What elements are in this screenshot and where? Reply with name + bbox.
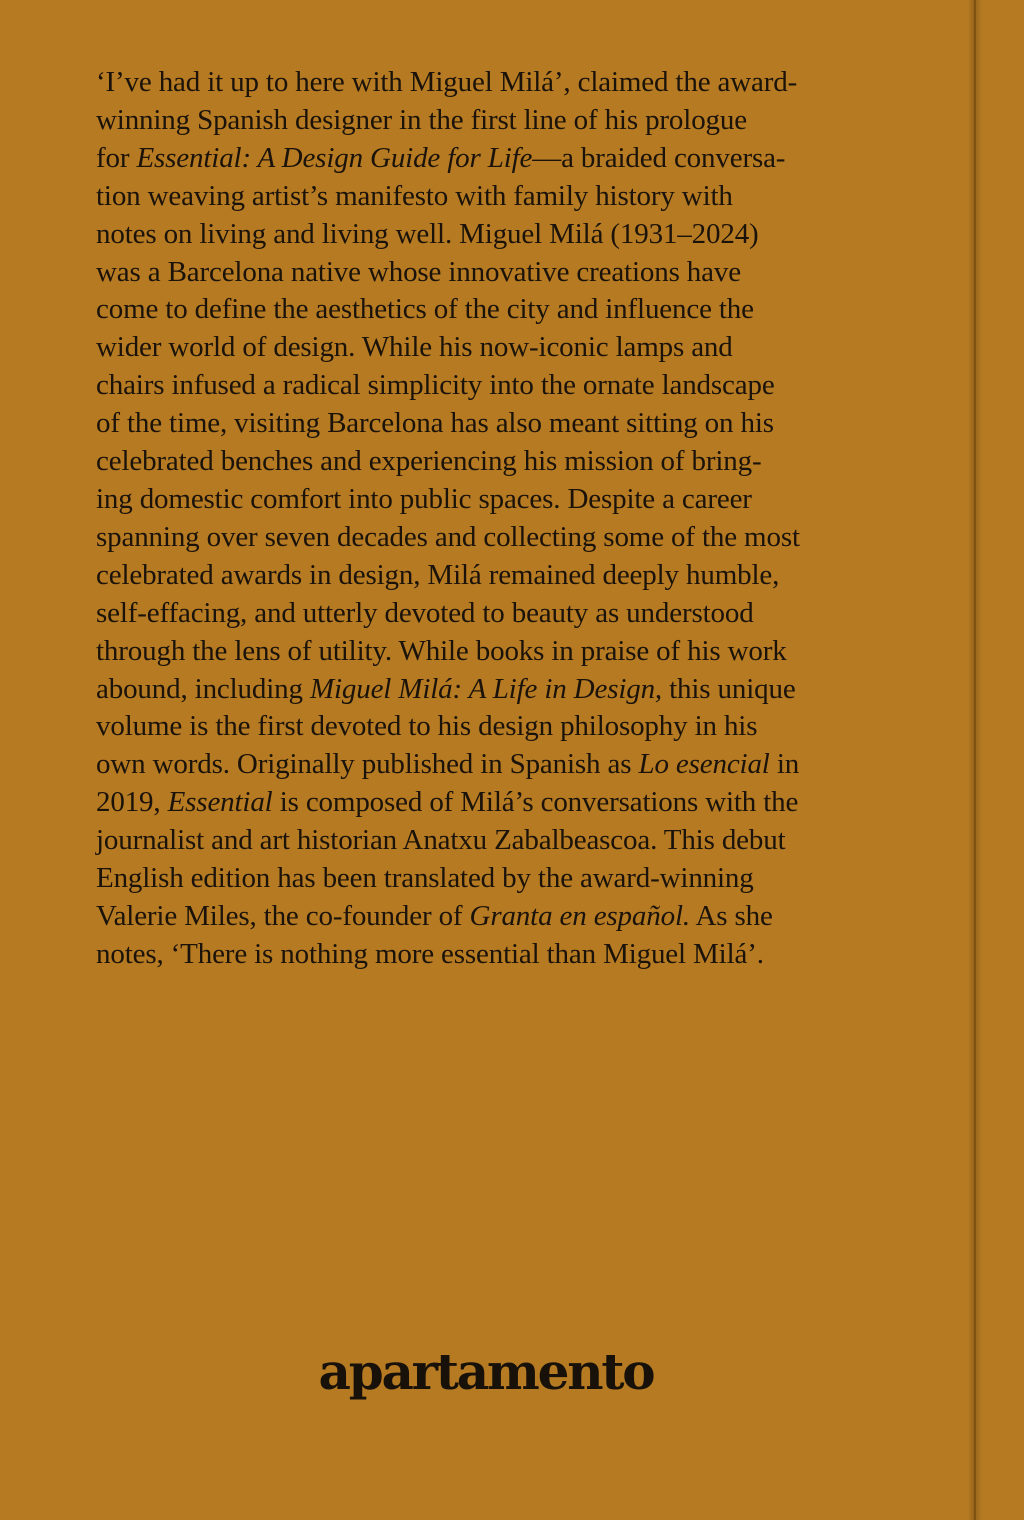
blurb-line: [96, 443, 926, 481]
blurb-line: [96, 481, 926, 519]
blurb-text: ing domestic comfort into public spaces. Despite a career: [96, 482, 752, 515]
blurb-line: [96, 936, 926, 974]
blurb-text: volume is the first devoted to his design philosophy in his: [96, 710, 758, 743]
blurb-text: through the lens of utility. While books in praise of his work: [96, 634, 787, 667]
blurb-italic-title: Essential: A Design Guide for Life: [136, 141, 533, 174]
blurb-italic-title: Granta en español.: [469, 899, 690, 932]
blurb-italic-title: Miguel Milá: A Life in Design,: [309, 672, 663, 705]
blurb-line: [96, 254, 926, 292]
blurb-text: spanning over seven decades and collecting some of the most: [96, 520, 800, 553]
blurb-line: [96, 178, 926, 216]
blurb-text: wider world of design. While his now-iconic lamps and: [96, 331, 733, 364]
blurb-text: own words. Originally published in Spanish as: [96, 748, 639, 781]
blurb-line: [96, 898, 926, 936]
blurb-line: [96, 784, 926, 822]
blurb-line: [96, 557, 926, 595]
blurb-text: ‘I’ve had it up to here with Miguel Milá’, claimed the award-: [96, 66, 798, 98]
blurb-text: tion weaving artist’s manifesto with family history with: [96, 179, 733, 212]
blurb-text: Valerie Miles, the co-founder of: [96, 899, 470, 932]
blurb-line: [96, 746, 926, 784]
blurb-text: for: [96, 141, 137, 174]
blurb-text: 2019,: [96, 786, 168, 819]
blurb-line: [96, 64, 926, 102]
blurb-italic-title: Lo esencial: [638, 748, 770, 781]
blurb-text: chairs infused a radical simplicity into the ornate landscape: [96, 369, 775, 402]
blurb-text: was a Barcelona native whose innovative creations have: [96, 255, 741, 288]
blurb-line: [96, 708, 926, 746]
publisher-logo: apartamento: [318, 1342, 654, 1401]
blurb-line: [96, 329, 926, 367]
back-cover-blurb: [96, 64, 926, 974]
blurb-line: [96, 102, 926, 140]
blurb-text: —a braided conversa-: [532, 141, 786, 174]
blurb-text: notes on living and living well. Miguel Milá (1931–2024): [96, 217, 759, 250]
blurb-text: in: [769, 748, 800, 781]
blurb-text: celebrated benches and experiencing his mission of bring-: [96, 445, 762, 478]
blurb-text: As she: [689, 899, 773, 932]
blurb-text: notes, ‘There is nothing more essential than Miguel Milá’.: [96, 937, 764, 970]
blurb-text: celebrated awards in design, Milá remained deeply humble,: [96, 558, 780, 591]
blurb-line: [96, 595, 926, 633]
spine-edge-line: [974, 0, 976, 1520]
blurb-text: abound, including: [96, 672, 310, 705]
blurb-line: [96, 291, 926, 329]
blurb-text: journalist and art historian Anatxu Zabalbeascoa. This debut: [96, 824, 786, 857]
blurb-text: this unique: [662, 672, 796, 705]
blurb-line: [96, 822, 926, 860]
blurb-italic-title: Essential: [167, 786, 273, 819]
blurb-line: [96, 405, 926, 443]
blurb-text: winning Spanish designer in the first line of his prologue: [96, 103, 747, 136]
blurb-line: [96, 216, 926, 254]
blurb-line: [96, 140, 926, 178]
blurb-text: self-effacing, and utterly devoted to beauty as understood: [96, 596, 754, 629]
blurb-text: come to define the aesthetics of the city and influence the: [96, 293, 754, 326]
blurb-text: English edition has been translated by the award-winning: [96, 862, 754, 895]
blurb-line: [96, 671, 926, 709]
blurb-line: [96, 633, 926, 671]
blurb-line: [96, 519, 926, 557]
blurb-line: [96, 367, 926, 405]
blurb-text: of the time, visiting Barcelona has also meant sitting on his: [96, 407, 774, 440]
blurb-text: is composed of Milá’s conversations with the: [272, 786, 799, 819]
blurb-line: [96, 860, 926, 898]
